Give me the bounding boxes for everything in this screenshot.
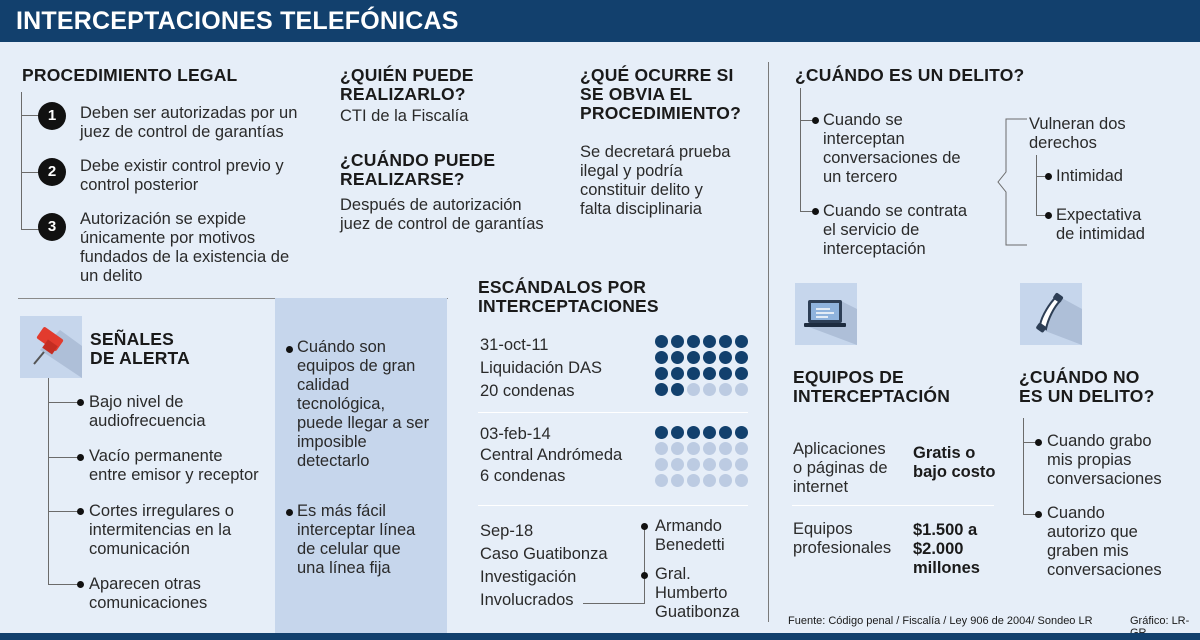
no-delito-item-1: Cuando grabo mis propias conversaciones — [1047, 432, 1162, 488]
equipos-row-1-value: Gratis o bajo costo — [913, 444, 996, 481]
procedimiento-connector — [21, 92, 22, 230]
step-number-3: 3 — [38, 213, 66, 241]
condena-dot — [655, 474, 668, 487]
condena-dot — [671, 383, 684, 396]
person-benedetti: Armando Benedetti — [655, 517, 725, 554]
cuando-delito-item-1: Cuando se interceptan conversaciones de un tercero — [823, 111, 961, 186]
senal-item-3: Cortes irregulares o intermitencias en la comunicación — [89, 502, 234, 558]
bullet-dot — [286, 346, 293, 353]
credit-note: Gráfico: LR- — [1130, 615, 1190, 627]
condena-dot — [719, 442, 732, 455]
condena-dot — [703, 335, 716, 348]
bullet-dot — [286, 509, 293, 516]
condena-dot — [735, 474, 748, 487]
step-number-1: 1 — [38, 102, 66, 130]
bullet-dot — [1045, 173, 1052, 180]
condena-dot — [719, 335, 732, 348]
condena-dot — [735, 335, 748, 348]
condena-dot — [719, 351, 732, 364]
condena-dot — [655, 458, 668, 471]
bullet-dot — [812, 208, 819, 215]
case-name: Central Andrómeda — [480, 446, 623, 464]
quien-text: CTI de la Fiscalía — [340, 107, 469, 125]
no-delito-item-2: Cuando autorizo que graben mis conversaciones — [1047, 504, 1162, 579]
equipos-row-1-label: Aplicaciones o páginas de internet — [793, 440, 888, 496]
condena-dot — [687, 335, 700, 348]
condena-dot — [671, 442, 684, 455]
case-detail-2: Involucrados — [480, 591, 574, 609]
page-title: INTERCEPTACIONES TELEFÓNICAS — [16, 7, 459, 35]
senal-item-4: Aparecen otras comunicaciones — [89, 575, 208, 612]
condena-dot — [735, 383, 748, 396]
bracket-connector — [992, 117, 1032, 247]
step-text-2: Debe existir control previo y control posterior — [80, 157, 284, 194]
condena-dot — [671, 426, 684, 439]
senal-side-item-2: Es más fácil interceptar línea de celular que una línea fija — [297, 502, 416, 577]
case-2 — [480, 425, 622, 486]
condena-dot — [703, 351, 716, 364]
condena-dot — [687, 474, 700, 487]
condena-dot — [655, 335, 668, 348]
condena-dot — [719, 383, 732, 396]
condena-dot — [687, 367, 700, 380]
laptop-icon — [795, 283, 857, 345]
que-ocurre-heading: ¿QUÉ OCURRE SI SE OBVIA EL PROCEDIMIENTO? — [580, 65, 741, 123]
bullet-dot — [812, 117, 819, 124]
case-detail: Investigación — [480, 568, 577, 586]
bullet-dot — [77, 399, 84, 406]
condena-dot — [703, 442, 716, 455]
equipos-row-2-label: Equipos profesionales — [793, 520, 892, 557]
equipos-heading: EQUIPOS DE INTERCEPTACIÓN — [793, 367, 951, 406]
condena-dot — [687, 442, 700, 455]
bullet-dot — [77, 508, 84, 515]
senal-item-2: Vacío permanente entre emisor y receptor — [89, 447, 259, 484]
derecho-intimidad: Intimidad — [1056, 167, 1123, 185]
senales-heading: SEÑALES DE ALERTA — [90, 329, 190, 368]
condena-dot — [671, 458, 684, 471]
cuando-realizarse-text: Después de autorización juez de control de garantías — [340, 196, 544, 233]
bottom-bar — [0, 633, 1200, 640]
person-guatibonza: Gral. Humberto Guatibonza — [655, 565, 740, 621]
cuando-realizarse-heading: ¿CUÁNDO PUEDE REALIZARSE? — [340, 150, 496, 189]
vulneran-text: Vulneran dos derechos — [1029, 115, 1126, 152]
case-name: Caso Guatibonza — [480, 545, 608, 563]
no-delito-connector — [1023, 418, 1024, 514]
pushpin-icon — [20, 316, 82, 378]
step-text-1: Deben ser autorizadas por un juez de control de garantías — [80, 104, 298, 141]
cuando-delito-item-2: Cuando se contrata el servicio de interceptación — [823, 202, 968, 258]
procedimiento-heading: PROCEDIMIENTO LEGAL — [22, 65, 238, 85]
source-note: Fuente: Código penal / Fiscalía / Ley 906 de 2004/ Sondeo LR — [788, 615, 1093, 627]
derecho-expectativa: Expectativa de intimidad — [1056, 206, 1145, 243]
condena-dot — [735, 458, 748, 471]
column-divider — [768, 62, 769, 622]
step-text-3: Autorización se expide únicamente por motivos fundados de la existencia de un delito — [80, 210, 290, 285]
bullet-dot — [1045, 212, 1052, 219]
senales-connector — [48, 378, 49, 584]
condena-dot — [719, 367, 732, 380]
bullet-dot — [641, 523, 648, 530]
title-banner — [0, 0, 1200, 42]
condenas-dot-grid-2 — [655, 426, 748, 487]
case-3 — [480, 522, 608, 610]
condenas-dot-grid-1 — [655, 335, 748, 396]
cuando-delito-heading: ¿CUÁNDO ES UN DELITO? — [795, 65, 1025, 85]
condena-dot — [735, 442, 748, 455]
case-date: 03-feb-14 — [480, 425, 551, 443]
condena-dot — [719, 474, 732, 487]
condena-dot — [687, 426, 700, 439]
phone-handset-icon — [1020, 283, 1082, 345]
condena-dot — [671, 351, 684, 364]
bullet-dot — [1035, 511, 1042, 518]
case-1 — [480, 336, 602, 401]
condena-dot — [719, 458, 732, 471]
condena-dot — [703, 383, 716, 396]
case-date: Sep-18 — [480, 522, 534, 540]
condena-dot — [687, 458, 700, 471]
bullet-dot — [641, 572, 648, 579]
escandalos-heading: ESCÁNDALOS POR INTERCEPTACIONES — [478, 277, 659, 316]
senal-item-1: Bajo nivel de audiofrecuencia — [89, 393, 206, 430]
condena-dot — [671, 367, 684, 380]
que-ocurre-text: Se decretará prueba ilegal y podría constituir delito y falta disciplinaria — [580, 143, 731, 218]
condena-dot — [687, 351, 700, 364]
condena-dot — [687, 383, 700, 396]
condena-dot — [735, 351, 748, 364]
case-name: Liquidación DAS — [480, 359, 602, 377]
condena-dot — [703, 367, 716, 380]
cuando-delito-connector — [800, 88, 801, 212]
bullet-dot — [77, 581, 84, 588]
bullet-dot — [1035, 439, 1042, 446]
condena-dot — [671, 335, 684, 348]
senal-side-item-1: Cuándo son equipos de gran calidad tecnológica, puede llegar a ser imposible detectarlo — [297, 338, 430, 470]
step-number-2: 2 — [38, 158, 66, 186]
condena-dot — [655, 367, 668, 380]
condena-dot — [719, 426, 732, 439]
condena-dot — [703, 474, 716, 487]
condena-dot — [655, 442, 668, 455]
case-detail: 20 condenas — [480, 382, 575, 400]
bullet-dot — [77, 454, 84, 461]
condena-dot — [655, 426, 668, 439]
quien-heading: ¿QUIÉN PUEDE REALIZARLO? — [340, 65, 474, 104]
condena-dot — [703, 426, 716, 439]
condena-dot — [671, 474, 684, 487]
case-date: 31-oct-11 — [480, 336, 549, 354]
condena-dot — [735, 426, 748, 439]
condena-dot — [703, 458, 716, 471]
condena-dot — [655, 351, 668, 364]
condena-dot — [655, 383, 668, 396]
case-detail: 6 condenas — [480, 467, 566, 485]
equipos-row-2-value: $1.500 a $2.000 millones — [913, 521, 980, 577]
no-delito-heading: ¿CUÁNDO NO ES UN DELITO? — [1019, 367, 1155, 406]
condena-dot — [735, 367, 748, 380]
